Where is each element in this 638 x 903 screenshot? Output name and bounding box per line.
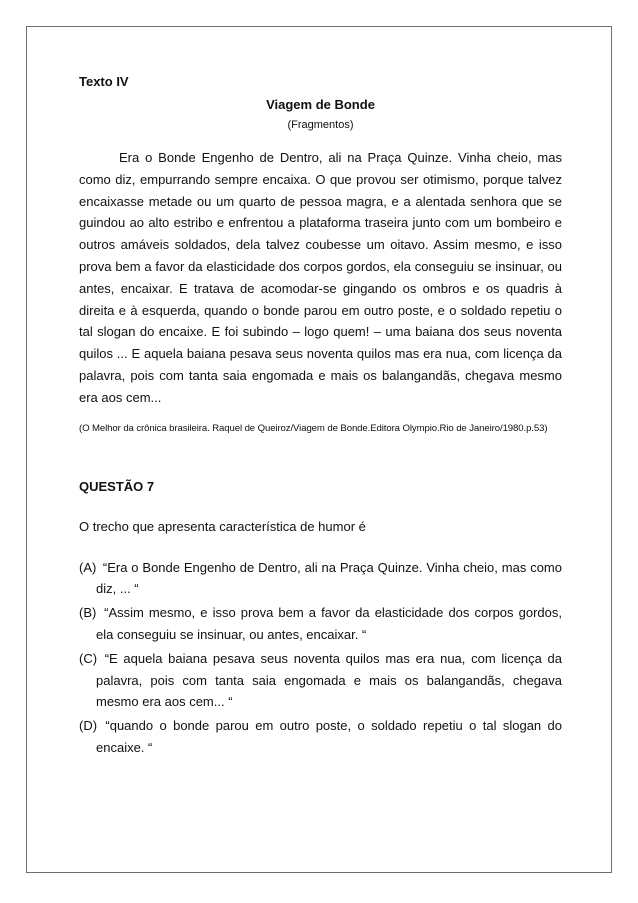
question-title: QUESTÃO 7 (79, 478, 155, 494)
option-text: “Era o Bonde Engenho de Dentro, ali na Praça Quinze. Vinha cheio, mas como diz, ... “ (96, 559, 562, 597)
option-text: “Assim mesmo, e isso prova bem a favor da elasticidade dos corpos gordos, ela conseguiu se insinuar, ou antes, encaixar. “ (96, 605, 562, 642)
option-text: “E aquela baiana pesava seus noventa quilos mas era nua, com licença da palavra, pois com tanta saia engomada e mais os balangandãs, chegava mesmo era aos cem... “ (96, 650, 562, 710)
document-content (79, 74, 562, 761)
option-letter: (A) (79, 559, 97, 575)
option-letter: (B) (79, 605, 97, 621)
option-b (79, 602, 562, 646)
option-text: “quando o bonde parou em outro poste, o soldado repetiu o tal slogan do encaixe. “ (96, 718, 562, 755)
text-body: Era o Bonde Engenho de Dentro, ali na Praça Quinze. Vinha cheio, mas como diz, empurrando sempre encaixa. O que provou ser otimismo, porque talvez encaixasse metade ou um quarto de pessoa magra, e a alentada senhora que se guindou ao alto estribo e enfrentou a plataforma traseira junto com um bombeiro e outros amáveis soldados, dela talvez coubesse um oitavo. Assim mesmo, e isso prova bem a favor da elasticidade dos corpos gordos, ela conseguiu se insinuar, ou antes, encaixar. E tratava de acomodar-se gingando os ombros e os quadris à direita e à esquerda, quando o bonde parou em outro poste, e o soldado repetiu o tal slogan do encaixe. E foi subindo – logo quem! – uma baiana dos seus noventa quilos ... E aquela baiana pesava seus noventa quilos mas era nua, com licença da palavra, pois com tanta saia engomada e mais os balangandãs, chegava mesmo era aos cem... (79, 150, 562, 405)
text-title: Viagem de Bonde (266, 97, 375, 112)
option-letter: (D) (79, 718, 98, 734)
answer-options (79, 557, 562, 759)
question-prompt: O trecho que apresenta característica de humor é (79, 518, 366, 534)
option-c (79, 648, 562, 713)
text-label: Texto IV (79, 74, 129, 89)
citation: (O Melhor da crônica brasileira. Raquel de Queiroz/Viagem de Bonde.Editora Olympio.Rio de Janeiro/1980.p.53) (79, 422, 548, 434)
text-subtitle: (Fragmentos) (287, 119, 354, 131)
option-a (79, 557, 562, 601)
option-letter: (C) (79, 650, 98, 666)
option-d (79, 715, 562, 759)
